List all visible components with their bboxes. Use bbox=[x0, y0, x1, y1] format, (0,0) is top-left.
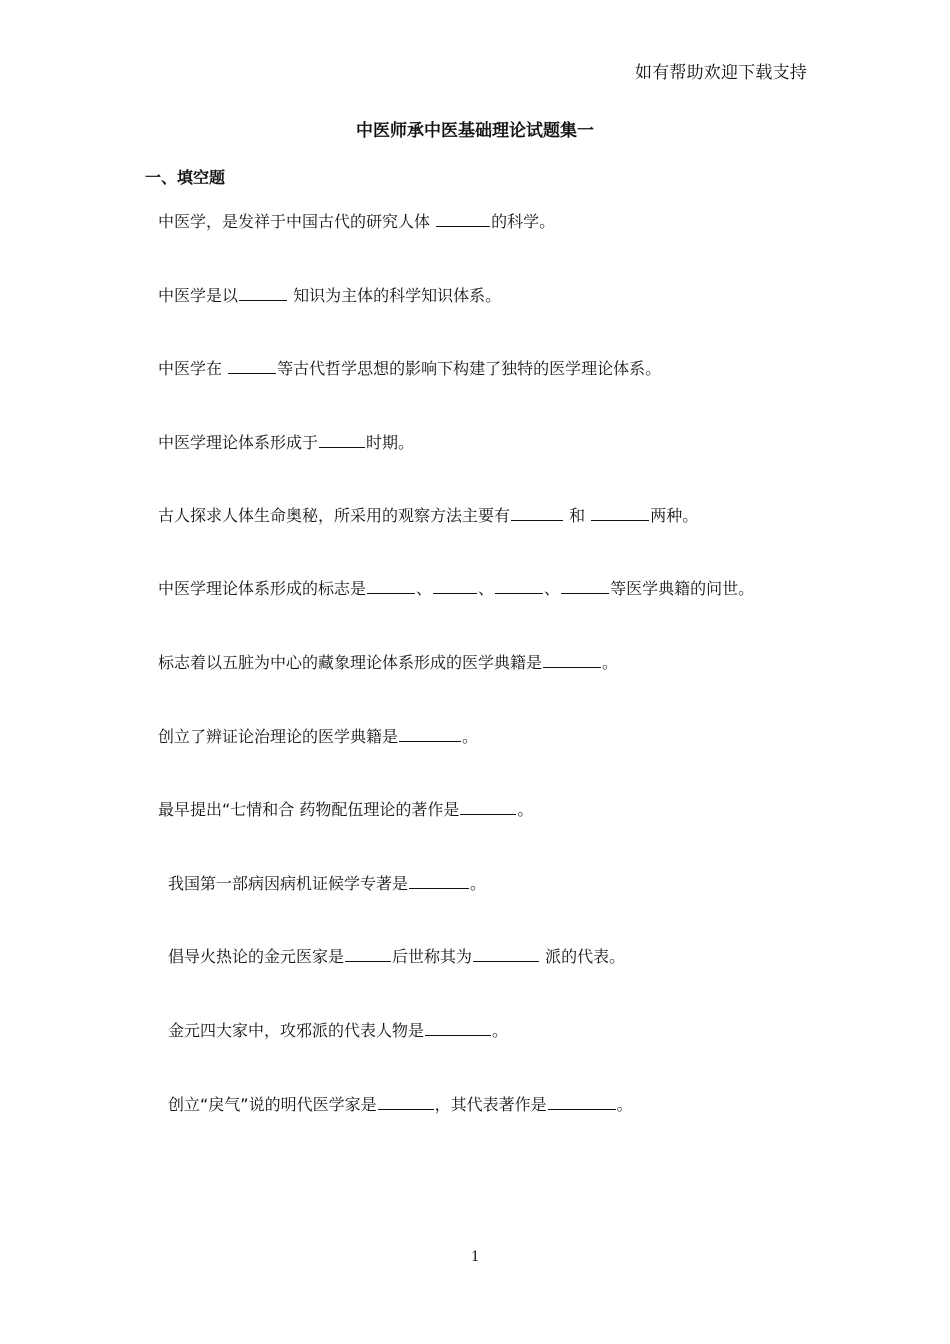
question-text: 和 bbox=[564, 506, 591, 525]
question-text: 。 bbox=[616, 1095, 633, 1114]
question-text: 。 bbox=[517, 800, 534, 819]
question-12 bbox=[168, 1019, 508, 1042]
question-10 bbox=[168, 872, 486, 895]
question-2 bbox=[158, 284, 501, 307]
question-text: 最早提出“七情和合 药物配伍理论的著作是 bbox=[158, 800, 460, 819]
question-text: 的科学。 bbox=[491, 212, 556, 231]
answer-blank[interactable] bbox=[399, 725, 461, 742]
question-11 bbox=[168, 945, 625, 968]
answer-blank[interactable] bbox=[367, 577, 415, 594]
answer-blank[interactable] bbox=[436, 210, 490, 227]
question-text: 倡导火热论的金元医家是 bbox=[168, 947, 345, 966]
question-text: 中医学理论体系形成于 bbox=[158, 433, 319, 452]
question-text: 古人探求人体生命奥秘，所采用的观察方法主要有 bbox=[158, 506, 511, 525]
answer-blank[interactable] bbox=[543, 651, 601, 668]
question-text: 。 bbox=[470, 874, 487, 893]
question-4 bbox=[158, 431, 414, 454]
answer-blank[interactable] bbox=[460, 798, 516, 815]
answer-blank[interactable] bbox=[345, 945, 391, 962]
answer-blank[interactable] bbox=[425, 1019, 491, 1036]
answer-blank[interactable] bbox=[473, 945, 539, 962]
question-text: 、 bbox=[478, 579, 495, 598]
answer-blank[interactable] bbox=[561, 577, 609, 594]
question-text: 中医学是以 bbox=[158, 286, 239, 305]
question-text: 标志着以五脏为中心的藏象理论体系形成的医学典籍是 bbox=[158, 653, 543, 672]
question-text: 中医学理论体系形成的标志是 bbox=[158, 579, 367, 598]
question-text: 、 bbox=[416, 579, 433, 598]
question-7 bbox=[158, 651, 618, 674]
question-1 bbox=[158, 210, 555, 233]
answer-blank[interactable] bbox=[378, 1093, 434, 1110]
question-text: 知识为主体的科学知识体系。 bbox=[288, 286, 502, 305]
answer-blank[interactable] bbox=[548, 1093, 616, 1110]
question-6 bbox=[158, 577, 754, 600]
question-text: 。 bbox=[602, 653, 619, 672]
answer-blank[interactable] bbox=[511, 504, 563, 521]
question-text: 创立“戾气”说的明代医学家是 bbox=[168, 1095, 377, 1114]
question-5 bbox=[158, 504, 698, 527]
question-text: 后世称其为 bbox=[392, 947, 473, 966]
question-text: 中医学在 bbox=[158, 359, 228, 378]
answer-blank[interactable] bbox=[239, 284, 287, 301]
question-text: 等医学典籍的问世。 bbox=[610, 579, 755, 598]
answer-blank[interactable] bbox=[433, 577, 477, 594]
question-text: 金元四大家中，攻邪派的代表人物是 bbox=[168, 1021, 425, 1040]
question-text: ，其代表著作是 bbox=[434, 1095, 547, 1114]
question-text: 两种。 bbox=[650, 506, 699, 525]
question-text: 我国第一部病因病机证候学专著是 bbox=[168, 874, 409, 893]
answer-blank[interactable] bbox=[228, 357, 276, 374]
question-text: 等古代哲学思想的影响下构建了独特的医学理论体系。 bbox=[277, 359, 662, 378]
question-text: 。 bbox=[462, 727, 479, 746]
question-8 bbox=[158, 725, 478, 748]
question-13 bbox=[168, 1093, 633, 1116]
answer-blank[interactable] bbox=[591, 504, 649, 521]
page-number: 1 bbox=[471, 1248, 479, 1265]
question-text: 、 bbox=[544, 579, 561, 598]
question-9 bbox=[158, 798, 533, 821]
question-text: 中医学，是发祥于中国古代的研究人体 bbox=[158, 212, 436, 231]
question-text: 。 bbox=[492, 1021, 509, 1040]
section-heading: 一、填空题 bbox=[145, 168, 226, 187]
question-3 bbox=[158, 357, 661, 380]
question-text: 派的代表。 bbox=[540, 947, 626, 966]
question-text: 创立了辨证论治理论的医学典籍是 bbox=[158, 727, 399, 746]
header-note: 如有帮助欢迎下载支持 bbox=[635, 63, 807, 83]
answer-blank[interactable] bbox=[495, 577, 543, 594]
document-title: 中医师承中医基础理论试题集一 bbox=[356, 121, 594, 141]
answer-blank[interactable] bbox=[319, 431, 365, 448]
answer-blank[interactable] bbox=[409, 872, 469, 889]
question-text: 时期。 bbox=[366, 433, 415, 452]
